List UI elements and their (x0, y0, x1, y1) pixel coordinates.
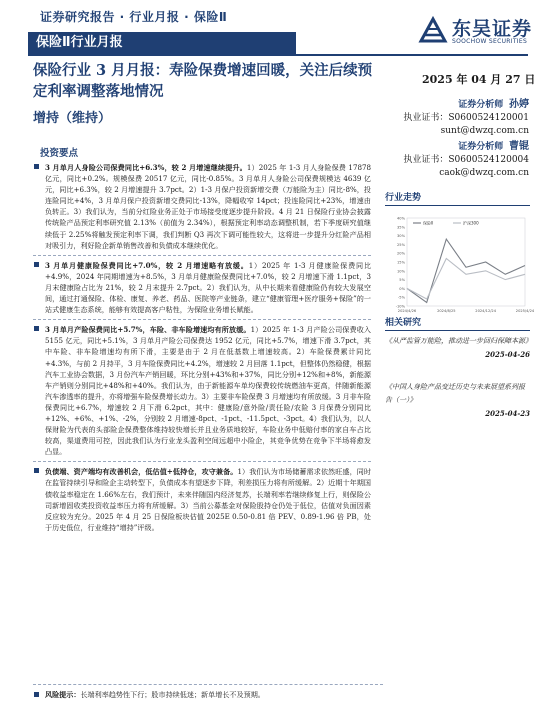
point-lead: 3 月单月健康险保费同比+7.0%，较 2 月增速略有放缓。 (45, 260, 249, 270)
invest-point (33, 461, 371, 537)
analyst-2 (403, 140, 529, 180)
analyst-role: 证券分析师 (458, 100, 504, 110)
legend-label: 保险Ⅱ (423, 220, 433, 226)
risk-lead: 风险提示： (45, 690, 81, 699)
risk-warning (33, 684, 383, 700)
analyst-cert: 执业证书：S0600524120004 (403, 155, 529, 165)
point-lead: 3 月单月产险保费同比+5.7%，车险、非车险增速均有所放缓。 (45, 325, 251, 335)
report-date: 2025 年 04 月 27 日 (422, 73, 536, 86)
analyst-email[interactable]: caok@dwzq.com.cn (439, 168, 529, 178)
y-tick-label: -10% (395, 304, 405, 309)
y-tick-label: 10% (397, 269, 405, 274)
plot-frame (407, 218, 525, 306)
y-tick-label: 35% (397, 225, 405, 230)
industry-bar (28, 32, 296, 54)
header-divider (28, 54, 528, 56)
invest-point (33, 158, 371, 255)
x-tick-label: 2024/12/24 (475, 309, 497, 313)
y-tick-label: 20% (397, 251, 405, 256)
analyst-name: 曹锟 (509, 141, 529, 152)
invest-point (33, 319, 371, 461)
point-lead: 3 月单月人身险公司保费同比+6.3%，较 2 月增速继续提升。 (45, 163, 247, 172)
header (0, 0, 555, 56)
y-tick-label: 5% (399, 278, 405, 283)
point-body: 1）2025 年 1-3 月人身险保费 17878 亿元，同比+0.2%。规模保费 20517 亿元，同比-0.85%。3 月单月人身险公司保费规模达 4639 亿元，同比+6.3%，较 2 月增速提升 3.7pct。2）1-3 月保户投资新增交费（万能险为主）同比-8%，投连险同比+4%，3 月单月保户投资新增交费同比-13%，降幅收窄 14pct；投连险同比+23%，增速由负转正。3）我们认为，当前分红险业务正处于市场接受度逐步提升阶段。4 月 21 日保险行业协会披露传统险产品预定利率研究值 2.13%（前值为 2.34%），根据预定利率动态调整机制，若下季度研究值继续低于 2.25%将触发预定利率下调，我们判断 Q3 再次下调可能性较大，这将进一步提升分红险产品相对吸引力，利好险企新单销售改善和负债成本继续优化。 (45, 163, 371, 250)
analyst-cert: 执业证书：S0600524120001 (403, 113, 529, 123)
trend-heading: 行业走势 (385, 190, 530, 206)
x-tick-label: 2024/8/25 (437, 309, 456, 313)
y-tick-label: 40% (397, 216, 405, 221)
y-tick-label: 0% (399, 286, 405, 291)
related-item-title[interactable]: 《中国人身险产品变迁历史与未来展望系列报告（一）》 (385, 383, 525, 404)
analyst-email[interactable]: sunt@dwzq.com.cn (440, 126, 529, 136)
industry-bar-label: 保险Ⅱ行业月报 (36, 35, 123, 50)
bullet-icon (34, 262, 39, 267)
analyst-1 (403, 98, 529, 138)
bullet-icon (34, 692, 39, 697)
y-tick-label: 25% (397, 242, 405, 247)
legend-label: 沪深300 (463, 220, 479, 226)
bullet-icon (34, 164, 39, 169)
related-item-date: 2025-04-26 (485, 350, 530, 359)
x-tick-label: 2025/4/24 (515, 309, 535, 313)
trend-chart (385, 210, 535, 328)
point-body: 1）2025 年 1-3 月健康险保费同比+4.9%，2024 年同期增速为+8.5%，3 月单月健康险保费同比+7.0%，较 2 月增速下滑 1.1pct，3 月末健康险占比为 21%，较 2 月末提升 2.7pct。2）我们认为，从中长期来看健康险仍有较大发展空间，通过打通保险、体检、康复、养老、药品、医院等产业链条，建立“健康管理+医疗服务+保险”的一站式健康生态系统，能够有效提高客户粘性，为保险业务增长赋能。 (45, 260, 371, 315)
related-item-date: 2025-04-23 (485, 409, 530, 418)
logo-icon (418, 16, 448, 46)
rating: 增持（维持） (33, 111, 112, 126)
trend-section (385, 190, 535, 332)
series-line (407, 259, 525, 300)
report-title: 保险行业 3 月月报：寿险保费增速回暖，关注后续预定利率调整落地情况 (33, 62, 373, 100)
risk-body: 长端利率趋势性下行；股市持续低迷；新单增长不及预期。 (80, 690, 265, 699)
point-body: 1）我们认为市场储蓄需求依然旺盛，同时在监管持续引导和险企主动转型下，负债成本有望逐步下降，利差损压力将有所缓解。2）近期十年期国债收益率稳定在 1.66%左右，我们预计，未来伴随国内经济复苏，长端利率若继续修复上行，则保险公司新增固收类投资收益率压力将有所缓解。3）当前公募基金对保险股持仓仍处于低位，估值对负面因素反应较为充分。2025 年 4 月 25 日保险板块估值 2025E 0.50-0.81 倍 PEV、0.89-1.96 倍 PB，处于历史低位，行业维持“增持”评级。 (45, 467, 371, 532)
invest-point (33, 255, 371, 319)
report-category: 证券研究报告 · 行业月报 · 保险Ⅱ (40, 10, 228, 24)
related-item-title[interactable]: 《从严监管万能险，推动进一步回归保障本源》 (385, 337, 532, 345)
related-section (385, 315, 530, 418)
analyst-role: 证券分析师 (458, 142, 504, 152)
logo-subtext: SOOCHOW SECURITIES (452, 38, 528, 45)
related-heading: 相关研究 (385, 315, 530, 331)
invest-heading: 投资要点 (40, 148, 79, 159)
logo (418, 14, 538, 50)
y-tick-label: 30% (397, 234, 405, 239)
bullet-icon (34, 326, 39, 331)
bullet-icon (34, 468, 39, 473)
invest-points (33, 158, 371, 537)
point-lead: 负债端、资产端均有改善机会，低估值+低持仓，攻守兼备。 (45, 467, 238, 477)
x-tick-label: 2024/4/26 (397, 309, 417, 313)
y-tick-label: 15% (397, 260, 405, 265)
y-tick-label: -5% (398, 295, 405, 300)
analyst-name: 孙婷 (509, 99, 529, 110)
point-body: 1）2025 年 1-3 月产险公司保费收入 5155 亿元，同比+5.1%，3 月单月产险公司保费达 1952 亿元，同比+5.7%，增速下滑 3.7pct，其中车险、非车险增速均有所下滑，主要是由于 2 月在低基数上增速较高。2）车险保费累计同比+4.3%，与前 2 月持平，3 月车险保费同比+4.2%，增速较 2 月回落 1.1pct，但整体仍然稳健，根据汽车工业协会数据，3 月份汽车产销回暖，环比分别+43%和+37%，同比分别+12%和+8%，新能源车产销则分别同比+48%和+40%。我们认为，由于新能源车单均保费较传统燃油车更高，伴随新能源汽车渗透率的提升，亦将增强车险保费增长动力。3）主要非车险保费 3 月增速均有所放缓。3 月非车险保费同比+6.7%，增速较 2 月下滑 6.2pct，其中：健康险/意外险/责任险/农险 3 月保费分别同比+12%、+6%、+1%、-2%，分别较 2 月增速-8pct、-1pct、-11.5pct、-3pct。4）我们认为，以人保财险为代表的头部险企保费整体维持较快增长并且业务质地较好，车险业务中低赔付率的家自车占比较高，渠道费用可控，因此我们认为行业龙头盈利空间远超中小险企，其竞争优势在竞争下半场将愈发凸显。 (45, 325, 371, 457)
logo-text: 东吴证券 (452, 18, 533, 40)
series-line (407, 239, 525, 302)
